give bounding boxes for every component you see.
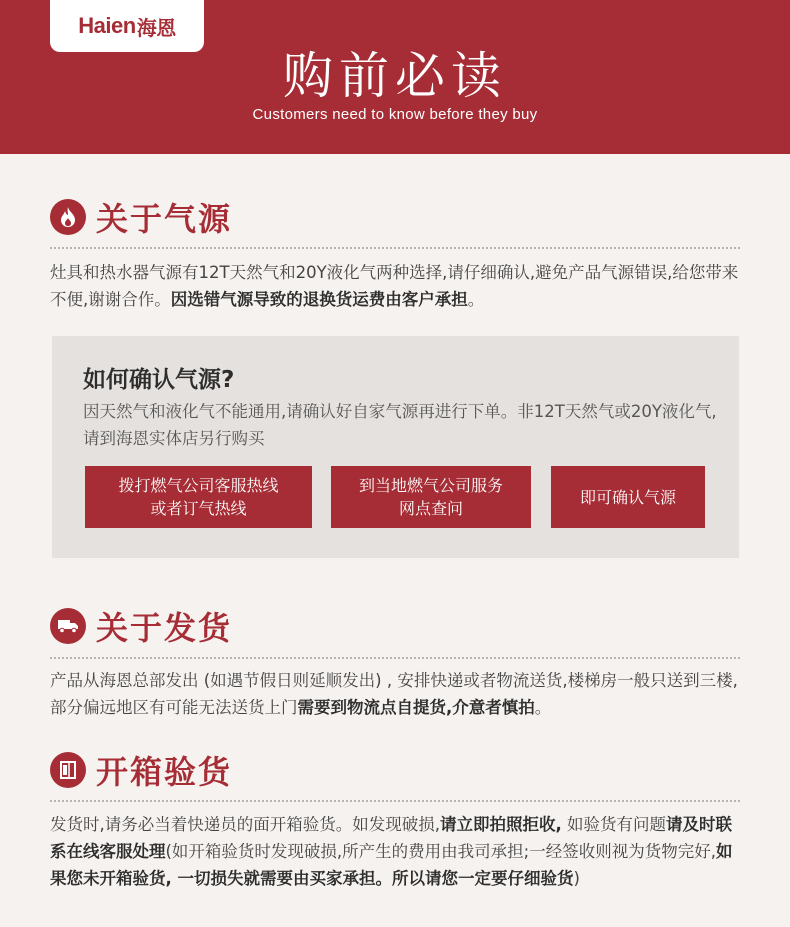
inspect-text-bold: 请及时联系在线客服处理 (50, 815, 733, 861)
inspect-text: 发货时,请务必当着快递员的面开箱验货。如发现破损, (50, 815, 440, 834)
page-title: 购前必读 (283, 47, 507, 105)
section-header-shipping (50, 606, 232, 646)
inspect-text: (如开箱验货时发现破损,所产生的费用由我司承担;一经签收则视为货物完好, (165, 842, 716, 861)
page-subtitle: Customers need to know before they buy (252, 106, 538, 123)
button-label-line1: 即可确认气源 (579, 487, 676, 507)
gas-text: 灶具和热水器气源有12T天然气和20Y液化气两种选择,请仔细确认,避免产品气源错误,给您带来不便,谢谢合作。 (50, 263, 739, 309)
gas-text-bold: 因选错气源导致的退换货运费由客户承担 (170, 290, 468, 309)
section-header-gas (50, 197, 232, 237)
visit-gas-office-button[interactable] (331, 466, 531, 528)
header-banner (0, 0, 790, 154)
divider (50, 800, 740, 802)
shipping-text: 产品从海恩总部发出 (如遇节假日则延顺发出) , 安排快递或者物流送货,楼梯房一般只送到三楼,部分偏远地区有可能无法送货上门 (50, 671, 738, 717)
confirm-gas-button[interactable] (551, 466, 705, 528)
shipping-description (50, 667, 742, 721)
section-title-gas: 关于气源 (96, 200, 233, 238)
shipping-text-bold: 需要到物流点自提货,介意者慎拍 (297, 698, 535, 717)
section-title-shipping: 关于发货 (96, 609, 233, 647)
button-label-line2: 网点查问 (398, 499, 463, 518)
box-icon (50, 752, 86, 788)
button-label-line1: 拨打燃气公司客服热线 (118, 476, 279, 495)
shipping-text-end: 。 (534, 698, 552, 717)
inspect-text: ) (573, 869, 580, 888)
inspect-description (50, 811, 742, 892)
section-title-inspect: 开箱验货 (96, 753, 233, 791)
button-label-line1: 到当地燃气公司服务 (358, 476, 503, 495)
confirm-gas-text: 因天然气和液化气不能通用,请确认好自家气源再进行下单。非12T天然气或20Y液化气,请到海恩实体店另行购买 (83, 402, 717, 448)
truck-icon (50, 608, 86, 644)
confirm-gas-box (52, 336, 739, 558)
divider (50, 247, 740, 249)
inspect-text-bold: 请立即拍照拒收, (440, 815, 562, 834)
inspect-text-bold: 如果您未开箱验货, 一切损失就需要由买家承担。所以请您一定要仔细验货 (50, 842, 733, 888)
call-gas-hotline-button[interactable] (85, 466, 312, 528)
confirm-gas-title: 如何确认气源? (83, 367, 235, 393)
gas-description (50, 259, 742, 313)
gas-text-end: 。 (467, 290, 485, 309)
logo-text-en: Haien (78, 13, 136, 38)
button-label-line2: 或者订气热线 (150, 499, 247, 518)
flame-icon (50, 199, 86, 235)
divider (50, 657, 740, 659)
logo-text-cn: 海恩 (136, 17, 176, 40)
section-header-inspect (50, 750, 232, 790)
inspect-text: 如验货有问题 (561, 815, 667, 834)
